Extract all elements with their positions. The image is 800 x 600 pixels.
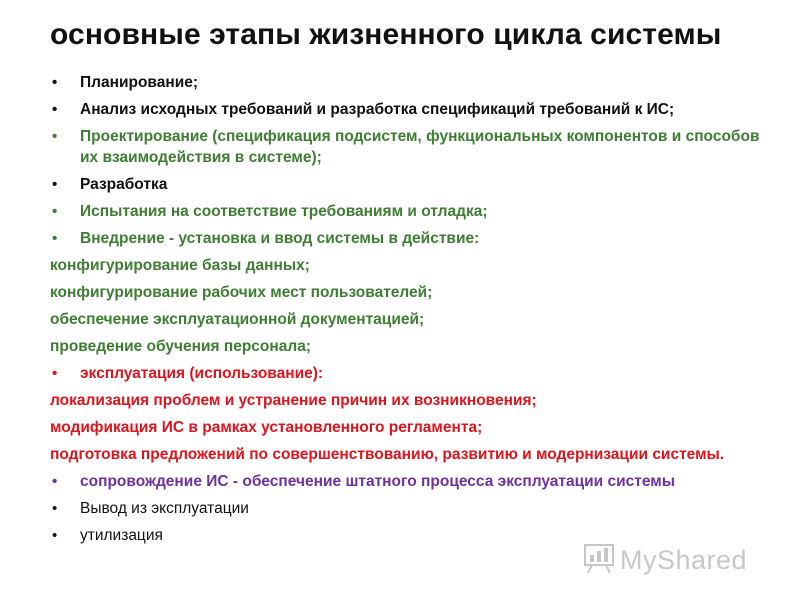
item-text: конфигурирование рабочих мест пользователей; bbox=[50, 284, 433, 301]
list-item bbox=[50, 309, 770, 330]
item-text: Разработка bbox=[80, 176, 168, 193]
list-item bbox=[50, 390, 770, 411]
list-item bbox=[50, 99, 770, 120]
item-text: Испытания на соответствие требованиям и отладка; bbox=[80, 203, 488, 220]
bullet: • bbox=[52, 527, 58, 544]
list-item bbox=[50, 126, 770, 168]
bullet: • bbox=[52, 203, 58, 220]
bullet: • bbox=[52, 473, 58, 490]
bullet: • bbox=[52, 230, 58, 247]
item-text: сопровождение ИС - обеспечение штатного процесса эксплуатации системы bbox=[80, 473, 675, 490]
list-item bbox=[50, 282, 770, 303]
bullet: • bbox=[52, 74, 58, 91]
item-text: проведение обучения персонала; bbox=[50, 338, 311, 355]
item-text: утилизация bbox=[80, 527, 163, 544]
bullet: • bbox=[52, 128, 58, 145]
item-text: конфигурирование базы данных; bbox=[50, 257, 310, 274]
item-text: Вывод из эксплуатации bbox=[80, 500, 249, 517]
item-text: Анализ исходных требований и разработка спецификаций требований к ИС; bbox=[80, 101, 675, 118]
item-text: Планирование; bbox=[80, 74, 199, 91]
slide-title: основные этапы жизненного цикла системы bbox=[50, 18, 722, 51]
list-item bbox=[50, 228, 770, 249]
item-text: Внедрение - установка и ввод системы в действие: bbox=[80, 230, 480, 247]
list-item bbox=[50, 444, 770, 465]
item-text: локализация проблем и устранение причин их возникновения; bbox=[50, 392, 537, 409]
bullet: • bbox=[52, 365, 58, 382]
list-item bbox=[50, 498, 770, 519]
list-item bbox=[50, 201, 770, 222]
watermark-text: MyShared bbox=[620, 544, 748, 575]
item-text: эксплуатация (использование): bbox=[80, 365, 324, 382]
list-item bbox=[50, 255, 770, 276]
presentation-board-icon bbox=[582, 541, 616, 580]
list-item bbox=[50, 72, 770, 93]
bullet: • bbox=[52, 101, 58, 118]
item-text: модификация ИС в рамках установленного регламента; bbox=[50, 419, 483, 436]
bullet: • bbox=[52, 500, 58, 517]
list-item bbox=[50, 363, 770, 384]
slide-content bbox=[50, 72, 770, 552]
watermark bbox=[582, 540, 772, 580]
list-item bbox=[50, 471, 770, 492]
list-item bbox=[50, 417, 770, 438]
item-text: подготовка предложений по совершенствованию, развитию и модернизации системы. bbox=[50, 446, 725, 463]
list-item bbox=[50, 336, 770, 357]
bullet: • bbox=[52, 176, 58, 193]
item-text: обеспечение эксплуатационной документацией; bbox=[50, 311, 425, 328]
list-item bbox=[50, 174, 770, 195]
item-text: Проектирование (спецификация подсистем, функциональных компонентов и способов их взаимодействия в системе); bbox=[80, 128, 760, 166]
